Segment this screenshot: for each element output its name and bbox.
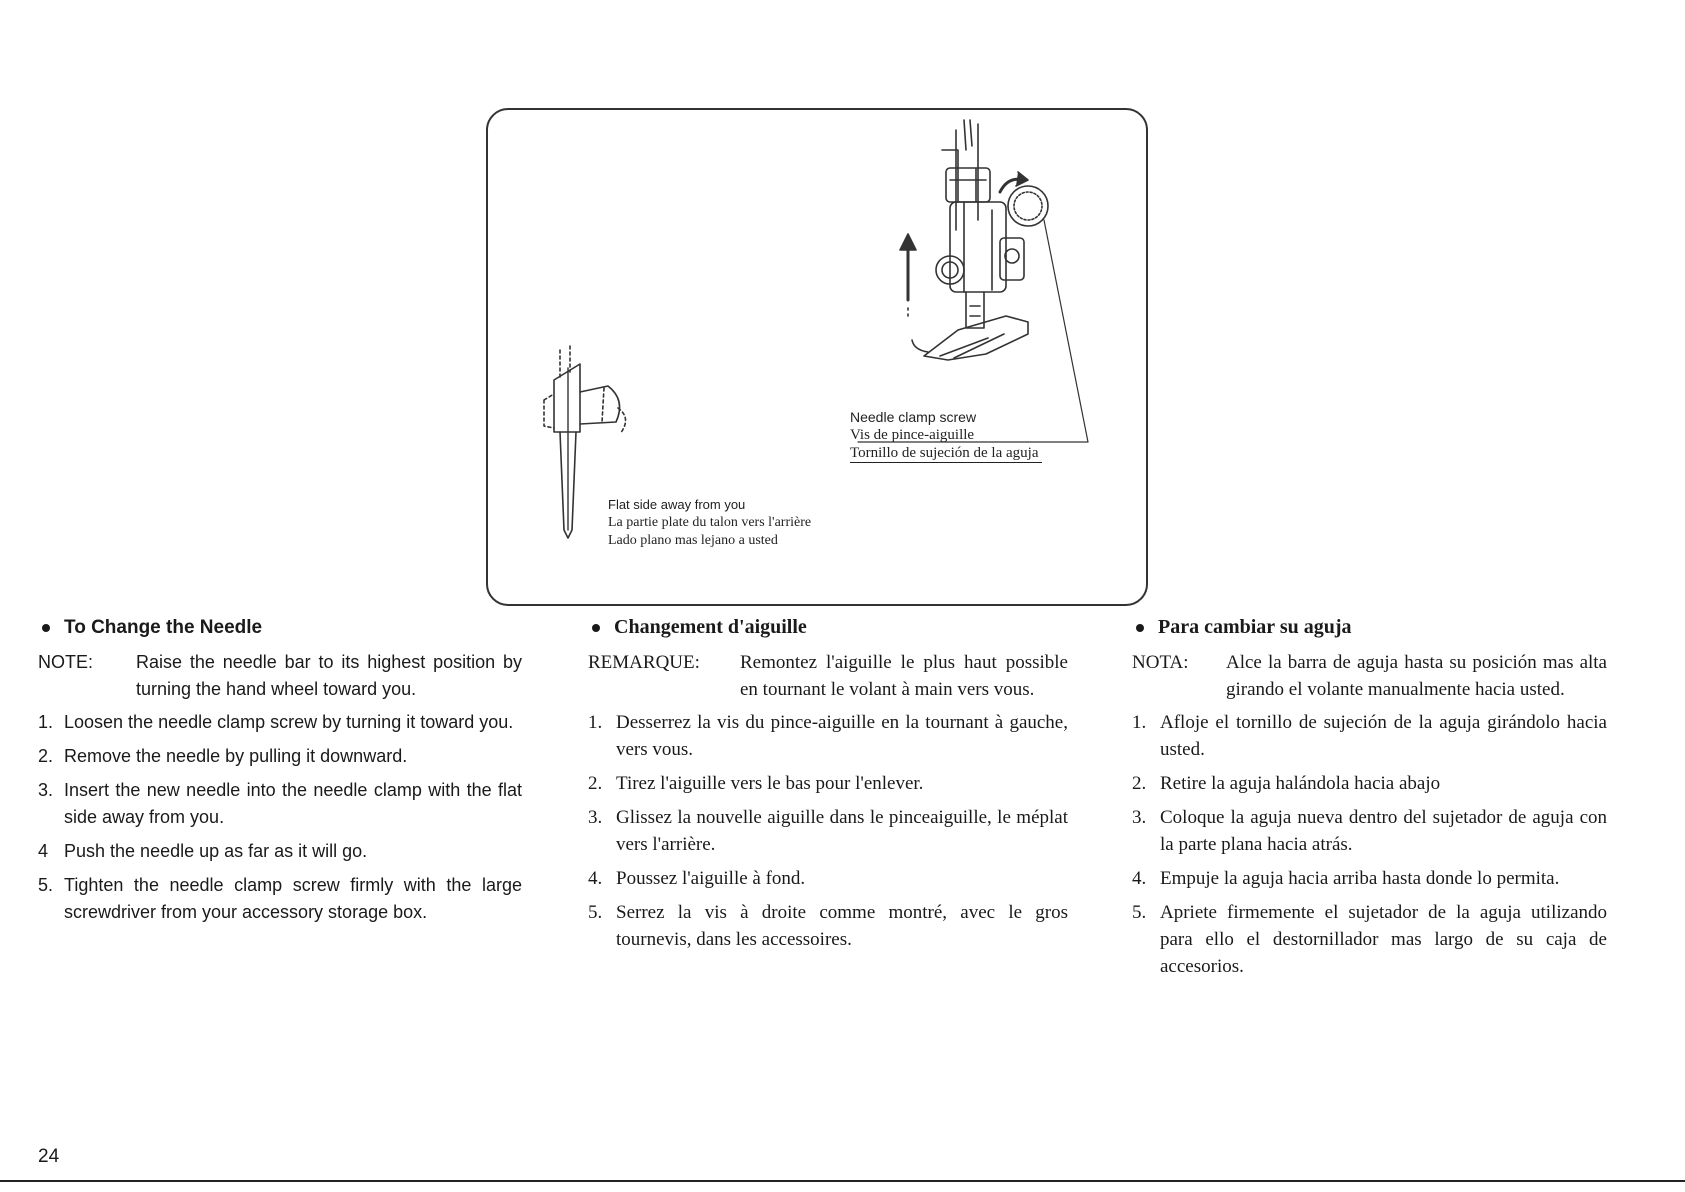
english-note — [38, 649, 522, 703]
french-instructions — [588, 614, 1068, 960]
note-text: Raise the needle bar to its highest position by turning the hand wheel toward you. — [136, 652, 522, 699]
step-number: 2. — [38, 746, 54, 766]
note-text: Remontez l'aiguille le plus haut possible en tournant le volant à main vers vous. — [740, 652, 1068, 700]
note-label: REMARQUE: — [588, 652, 700, 673]
french-heading — [588, 614, 1068, 641]
callout-flat-es: Lado plano mas lejano a usted — [608, 533, 778, 548]
note-text: Alce la barra de aguja hasta su posición mas alta girando el volante manualmente hacia usted. — [1226, 652, 1607, 700]
french-steps — [588, 709, 1068, 953]
needle-illustration-figure — [486, 108, 1148, 606]
list-item — [38, 872, 522, 926]
step-number: 4. — [1132, 868, 1147, 889]
spanish-steps — [1132, 709, 1607, 980]
spanish-heading-text: Para cambiar su aguja — [1158, 616, 1352, 638]
spanish-heading — [1132, 614, 1607, 641]
list-item — [38, 743, 522, 770]
step-number: 1. — [38, 712, 54, 732]
list-item — [588, 804, 1068, 858]
note-label: NOTE: — [38, 652, 94, 672]
step-number: 3. — [1132, 807, 1147, 828]
step-text: Push the needle up as far as it will go. — [64, 841, 368, 861]
list-item — [1132, 804, 1607, 858]
spanish-note — [1132, 649, 1607, 703]
english-heading — [38, 614, 522, 641]
step-text: Glissez la nouvelle aiguille dans le pinceaiguille, le méplat vers l'arrière. — [616, 807, 1068, 855]
list-item — [588, 865, 1068, 892]
step-text: Insert the new needle into the needle clamp with the flat side away from you. — [64, 780, 522, 827]
callout-flat-fr: La partie plate du talon vers l'arrière — [608, 515, 812, 530]
step-text: Desserrez la vis du pince-aiguille en la tournant à gauche, vers vous. — [616, 712, 1068, 760]
step-number: 3. — [588, 807, 603, 828]
list-item — [38, 838, 522, 865]
step-number: 1. — [1132, 712, 1147, 733]
list-item — [1132, 899, 1607, 980]
step-text: Loosen the needle clamp screw by turning it toward you. — [64, 712, 514, 732]
step-number: 4. — [588, 868, 603, 889]
french-heading-text: Changement d'aiguille — [614, 616, 807, 638]
list-item — [588, 899, 1068, 953]
step-text: Empuje la aguja hacia arriba hasta donde lo permita. — [1160, 868, 1560, 889]
step-number: 5. — [1132, 902, 1147, 923]
list-item — [38, 709, 522, 736]
bullet-icon — [42, 624, 50, 632]
english-heading-text: To Change the Needle — [64, 617, 263, 638]
step-text: Poussez l'aiguille à fond. — [616, 868, 806, 889]
step-number: 1. — [588, 712, 603, 733]
page-number: 24 — [38, 1146, 60, 1167]
bullet-icon — [1136, 624, 1144, 632]
step-number: 3. — [38, 780, 54, 800]
step-number: 2. — [588, 773, 603, 794]
step-text: Afloje el tornillo de sujeción de la aguja girándolo hacia usted. — [1160, 712, 1607, 760]
list-item — [588, 709, 1068, 763]
list-item — [1132, 865, 1607, 892]
step-text: Tighten the needle clamp screw firmly with the large screwdriver from your accessory storage box. — [64, 875, 522, 922]
callout-screw-fr: Vis de pince-aiguille — [850, 427, 975, 443]
note-label: NOTA: — [1132, 652, 1189, 673]
spanish-instructions — [1132, 614, 1607, 987]
step-number: 5. — [588, 902, 603, 923]
callout-screw-en: Needle clamp screw — [850, 409, 977, 425]
step-text: Coloque la aguja nueva dentro del sujetador de aguja con la parte plana hacia atrás. — [1160, 807, 1607, 855]
needle-clamp-screw-callout — [850, 408, 1042, 463]
bullet-icon — [592, 624, 600, 632]
needle-clamp-drawing — [488, 110, 1150, 608]
step-text: Retire la aguja halándola hacia abajo — [1160, 773, 1441, 794]
step-number: 5. — [38, 875, 54, 895]
list-item — [1132, 770, 1607, 797]
list-item — [588, 770, 1068, 797]
list-item — [1132, 709, 1607, 763]
step-text: Apriete firmemente el sujetador de la aguja utilizando para ello el destornillador mas largo de su caja de accesorios. — [1160, 902, 1607, 977]
step-number: 4 — [38, 841, 49, 861]
step-text: Remove the needle by pulling it downward. — [64, 746, 408, 766]
step-text: Tirez l'aiguille vers le bas pour l'enlever. — [616, 773, 924, 794]
callout-screw-es: Tornillo de sujeción de la aguja — [850, 444, 1042, 463]
callout-flat-en: Flat side away from you — [608, 497, 746, 512]
flat-side-callout — [608, 496, 811, 550]
list-item — [38, 777, 522, 831]
english-instructions — [38, 614, 522, 933]
bottom-rule — [0, 1180, 1685, 1182]
step-number: 2. — [1132, 773, 1147, 794]
french-note — [588, 649, 1068, 703]
english-steps — [38, 709, 522, 926]
step-text: Serrez la vis à droite comme montré, avec le gros tournevis, dans les accessoires. — [616, 902, 1068, 950]
